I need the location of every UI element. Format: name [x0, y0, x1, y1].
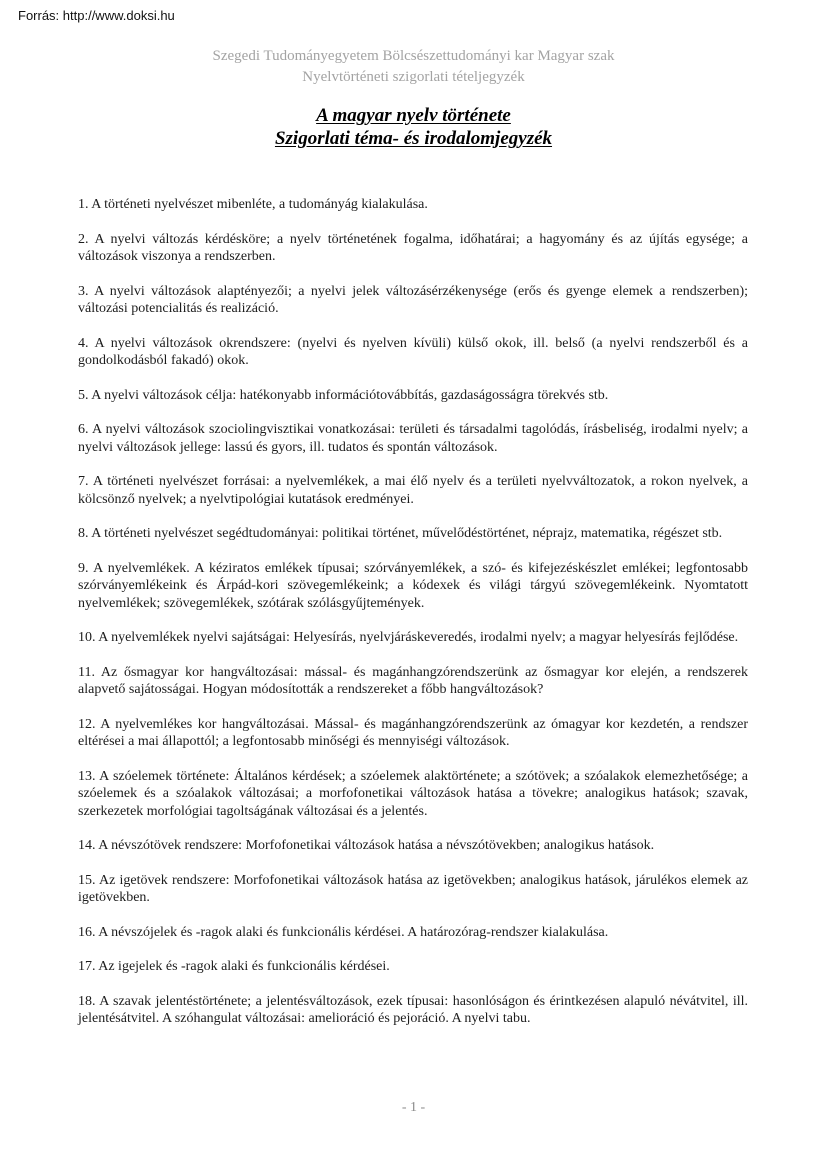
topic-item-8: 8. A történeti nyelvészet segédtudományai: politikai történet, művelődéstörténet, néprajz, matematika, régészet stb. [78, 526, 723, 541]
topic-item-11: 11. Az ősmagyar kor hangváltozásai: mással- és magánhangzórendszerünk az ősmagyar kor elején, a rendszerek alapvető sajátosságai. Hogyan módosították a rendszereket a főbb hangváltozások? [78, 664, 748, 697]
title-line2: Szigorlati téma- és irodalomjegyzék [274, 128, 553, 149]
topic-item-1: 1. A történeti nyelvészet mibenléte, a tudományág kialakulása. [78, 197, 428, 212]
title-line1: A magyar nyelv története [316, 105, 511, 126]
topic-item-10: 10. A nyelvemlékek nyelvi sajátságai: Helyesírás, nyelvjáráskeveredés, irodalmi nyelv; a magyar helyesírás fejlődése. [78, 630, 739, 645]
subheader-line1: Szegedi Tudományegyetem Bölcsészettudományi kar Magyar szak [212, 48, 615, 64]
topic-item-6: 6. A nyelvi változások szociolingvisztikai vonatkozásai: területi és társadalmi tagolódás, írásbeliség, irodalmi nyelv; a nyelvi változások jellege: lassú és gyors, ill. tudatos és spontán változások. [78, 422, 748, 455]
topic-item-12: 12. A nyelvemlékes kor hangváltozásai. Mással- és magánhangzórendszerünk az ómagyar kor kezdetén, a rendszer eltérései a mai állapottól; a legfontosabb minőségi és mennyiségi változások. [78, 716, 748, 749]
topic-item-5: 5. A nyelvi változások célja: hatékonyabb információtovábbítás, gazdaságosságra törekvés stb. [78, 387, 609, 403]
topic-item-16: 16. A névszójelek és -ragok alaki és funkcionális kérdései. A határozórag-rendszer kialakulása. [78, 924, 609, 940]
topic-item-3: 3. A nyelvi változások alaptényezői; a nyelvi jelek változásérzékenysége (erős és gyenge elemek a rendszerben); változási potencialitás és realizáció. [78, 283, 748, 316]
source-note: Forrás: http://www.doksi.hu [18, 8, 175, 23]
topic-item-14: 14. A névszótövek rendszere: Morfofonetikai változások hatása a névszótövekben; analogikus hatások. [78, 838, 655, 853]
topic-item-7: 7. A történeti nyelvészet forrásai: a nyelvemlékek, a mai élő nyelv és a területi nyelvváltozatok, a rokon nyelvek, a kölcsönző nyelvek; a nyelvtipológiai kutatások eredményei. [78, 474, 748, 507]
topic-item-9: 9. A nyelvemlékek. A kéziratos emlékek típusai; szórványemlékek, a szó- és kifejezéskészlet emlékei; legfontosabb szórványemlékeink és Árpád-kori szövegemlékeink; a kódexek és világi tárgyú szövegemlékeink. Nyomtatott nyelvemlékek; szövegemlékek, szótárak szólásgyűjtemények. [78, 560, 748, 611]
page-number: - 1 - [401, 1100, 426, 1115]
topic-item-2: 2. A nyelvi változás kérdésköre; a nyelv történetének fogalma, időhatárai; a hagyomány és az újítás egysége; a változások viszonya a rendszerben. [78, 231, 748, 264]
topic-list [78, 196, 748, 1028]
subheader-line2: Nyelvtörténeti szigorlati tételjegyzék [302, 69, 525, 85]
doc-title [0, 104, 827, 150]
topic-item-15: 15. Az igetövek rendszere: Morfofonetikai változások hatása az igetövekben; analogikus hatások, járulékos elemek az igetövekben. [78, 872, 748, 905]
topic-item-13: 13. A szóelemek története: Általános kérdések; a szóelemek alaktörténete; a szótövek; a szóalakok elemezhetősége; a szóelemek és a szóalakok változásai; a morfofonetikai változások hatása a tövekre; analogikus hatások; szavak, szerkezetek morfológiai tagoltságának változásai és a jelentés. [78, 768, 748, 819]
topic-item-17: 17. Az igejelek és -ragok alaki és funkcionális kérdései. [78, 959, 390, 974]
topic-item-18: 18. A szavak jelentéstörténete; a jelentésváltozások, ezek típusai: hasonlóságon és érintkezésen alapuló névátvitel, ill. jelentésátvitel. A szóhangulat változásai: amelioráció és pejoráció. A nyelvi tabu. [78, 993, 748, 1026]
topic-item-4: 4. A nyelvi változások okrendszere: (nyelvi és nyelven kívüli) külső okok, ill. belső (a nyelvi rendszerből és a gondolkodásból fakadó) okok. [78, 335, 748, 368]
